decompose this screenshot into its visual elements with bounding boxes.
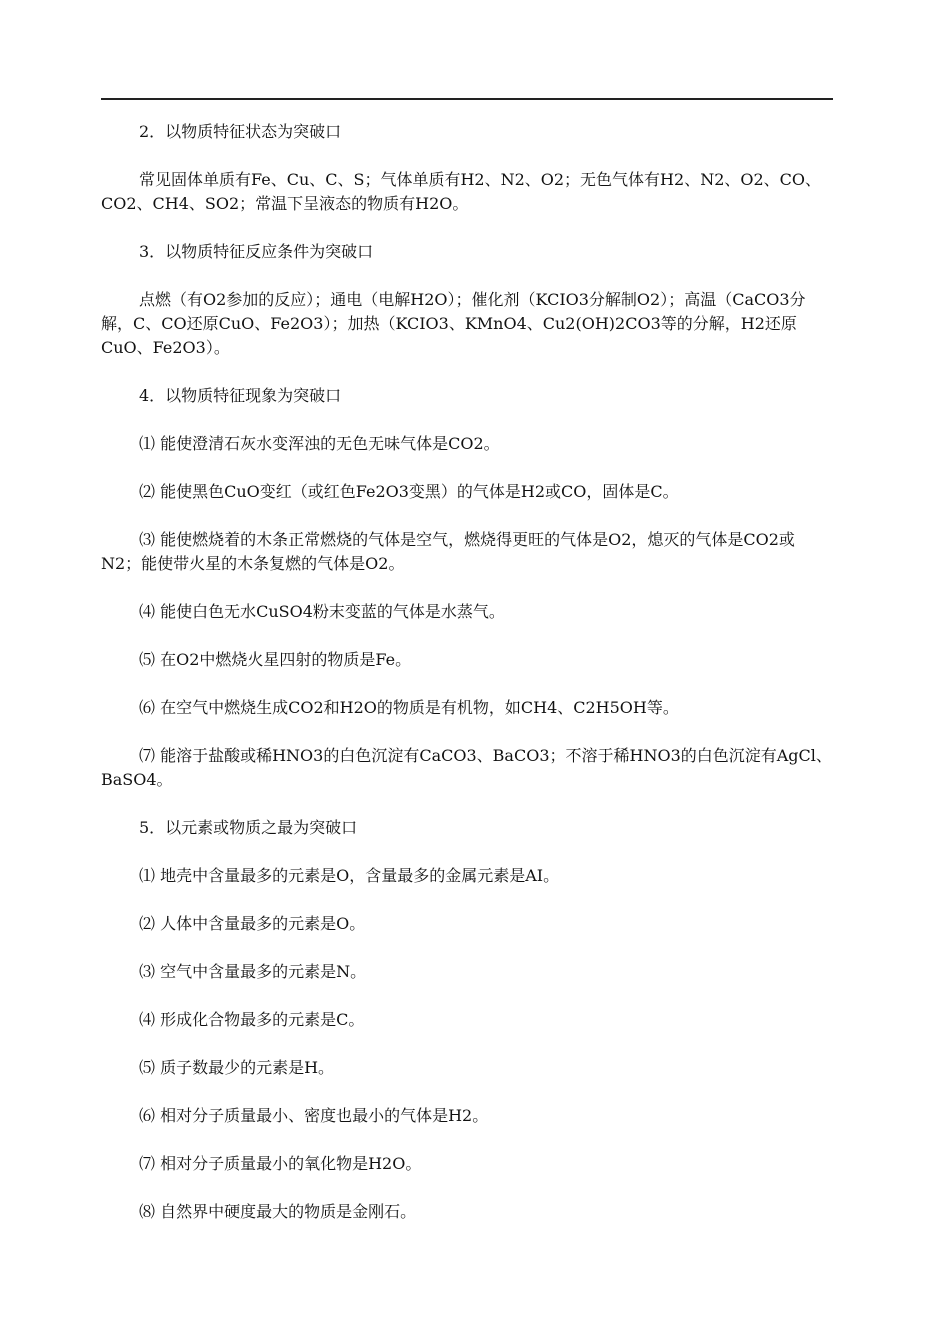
document-body bbox=[101, 120, 833, 1224]
paragraph-conditions: 点燃（有O2参加的反应）；通电（电解H2O）；催化剂（KCIO3分解制O2）；高温（CaCO3分解，C、CO还原CuO、Fe2O3）；加热（KCIO3、KMnO4、Cu2(OH)2CO3等的分解，H2还原CuO、Fe2O3）。 bbox=[101, 290, 806, 357]
list-item: ⑶ 能使燃烧着的木条正常燃烧的气体是空气，燃烧得更旺的气体是O2，熄灭的气体是CO2或N2；能使带火星的木条复燃的气体是O2。 bbox=[101, 530, 795, 573]
list-item: ⑵ 人体中含量最多的元素是O。 bbox=[139, 914, 366, 933]
list-item: ⑺ 相对分子质量最小的氧化物是H2O。 bbox=[139, 1154, 422, 1173]
section-heading-4: 4．以物质特征现象为突破口 bbox=[139, 386, 342, 405]
list-item: ⑵ 能使黑色CuO变红（或红色Fe2O3变黑）的气体是H2或CO，固体是C。 bbox=[139, 482, 679, 501]
list-item: ⑺ 能溶于盐酸或稀HNO3的白色沉淀有CaCO3、BaCO3；不溶于稀HNO3的白色沉淀有AgCl、BaSO4。 bbox=[101, 746, 832, 789]
list-item: ⑷ 形成化合物最多的元素是C。 bbox=[139, 1010, 365, 1029]
list-item: ⑻ 自然界中硬度最大的物质是金刚石。 bbox=[139, 1202, 417, 1221]
list-item: ⑸ 质子数最少的元素是H。 bbox=[139, 1058, 335, 1077]
header-rule bbox=[101, 98, 833, 100]
section-heading-3: 3．以物质特征反应条件为突破口 bbox=[139, 242, 374, 261]
list-item: ⑹ 在空气中燃烧生成CO2和H2O的物质是有机物，如CH4、C2H5OH等。 bbox=[139, 698, 679, 717]
list-item: ⑴ 能使澄清石灰水变浑浊的无色无味气体是CO2。 bbox=[139, 434, 500, 453]
list-item: ⑸ 在O2中燃烧火星四射的物质是Fe。 bbox=[139, 650, 412, 669]
section-heading-2: 2．以物质特征状态为突破口 bbox=[139, 122, 342, 141]
section-heading-5: 5．以元素或物质之最为突破口 bbox=[139, 818, 358, 837]
paragraph-state: 常见固体单质有Fe、Cu、C、S；气体单质有H2、N2、O2；无色气体有H2、N2、O2、CO、CO2、CH4、SO2；常温下呈液态的物质有H2O。 bbox=[101, 170, 822, 213]
list-item: ⑷ 能使白色无水CuSO4粉末变蓝的气体是水蒸气。 bbox=[139, 602, 505, 621]
list-item: ⑶ 空气中含量最多的元素是N。 bbox=[139, 962, 367, 981]
list-item: ⑹ 相对分子质量最小、密度也最小的气体是H2。 bbox=[139, 1106, 489, 1125]
list-item: ⑴ 地壳中含量最多的元素是O，含量最多的金属元素是AI。 bbox=[139, 866, 560, 885]
